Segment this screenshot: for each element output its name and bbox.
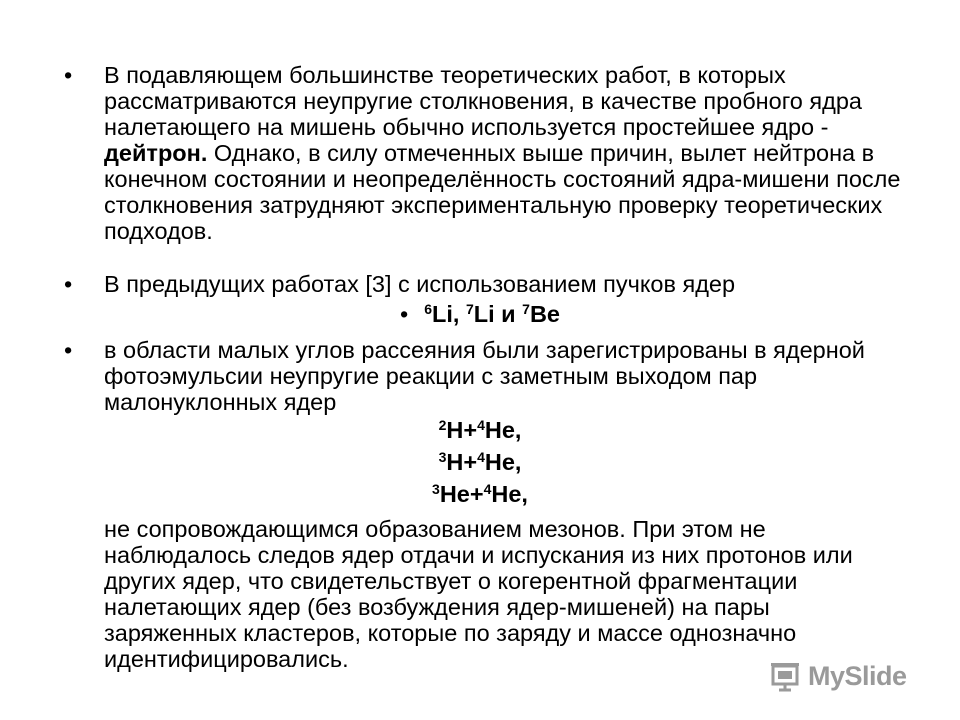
watermark-text: MySlide <box>808 660 907 691</box>
bullet-marker: • <box>64 337 73 363</box>
nucleus-symbol: H+ <box>446 417 478 443</box>
paragraph-previous-works: В предыдущих работах [3] с использованием пучков ядер <box>104 271 736 297</box>
nuclei-pair-line <box>0 480 960 508</box>
nuclei-pair-line <box>0 448 960 476</box>
mass-number: 7 <box>522 301 530 317</box>
paragraph-deuteron <box>104 62 904 244</box>
paragraph-small-angles: в области малых углов рассеяния были зарегистрированы в ядерной фотоэмульсии неупругие реакции с заметным выходом пар малонуклонных ядер <box>104 337 865 415</box>
mass-number: 2 <box>438 417 447 433</box>
paragraph-coherent-fragmentation: не сопровождающимся образованием мезонов. При этом не наблюдалось следов ядер отдачи и испускания из них протонов или других ядер, что свидетельствует о когерентной фрагментации налетающих ядер (без возбуждения ядер-мишеней) на пары заряженных кластеров, которые по заряду и массе однозначно идентифицировались. <box>104 516 853 672</box>
bullet-marker: • <box>399 301 409 327</box>
mass-number: 4 <box>477 449 485 465</box>
mass-number: 3 <box>438 449 447 465</box>
bold-term-deuteron: дейтрон. <box>104 140 208 166</box>
nucleus-symbol: He, <box>484 449 522 475</box>
nucleus-symbol: He+ <box>439 481 484 507</box>
watermark-logo <box>768 656 938 696</box>
nuclei-pair-line <box>0 416 960 444</box>
nucleus-symbol: Li, <box>432 301 466 327</box>
paragraph-text: Однако, в силу отмеченных выше причин, вылет нейтрона в конечном состоянии и неопределённость состояний ядра-мишени после столкновения затрудняют экспериментальную проверку теоретических подходов. <box>104 140 901 244</box>
mass-number: 4 <box>477 417 485 433</box>
nucleus-symbol: H+ <box>446 449 478 475</box>
bullet-marker: • <box>64 62 73 88</box>
nucleus-symbol: Be <box>529 301 560 327</box>
nuclei-beam-line <box>0 300 960 328</box>
nucleus-symbol: He, <box>491 481 528 507</box>
mass-number: 7 <box>465 301 474 317</box>
mass-number: 4 <box>483 481 492 497</box>
paragraph-text: В подавляющем большинстве теоретических работ, в которых рассматриваются неупругие столкновения, в качестве пробного ядра налетающего на мишень обычно используется простейшее ядро - <box>104 62 862 140</box>
bullet-marker: • <box>64 271 73 297</box>
nucleus-symbol: Li и <box>473 301 523 327</box>
nucleus-symbol: He, <box>484 417 522 443</box>
mass-number: 6 <box>424 301 433 317</box>
mass-number: 3 <box>432 481 440 497</box>
projector-screen-icon <box>768 659 802 693</box>
